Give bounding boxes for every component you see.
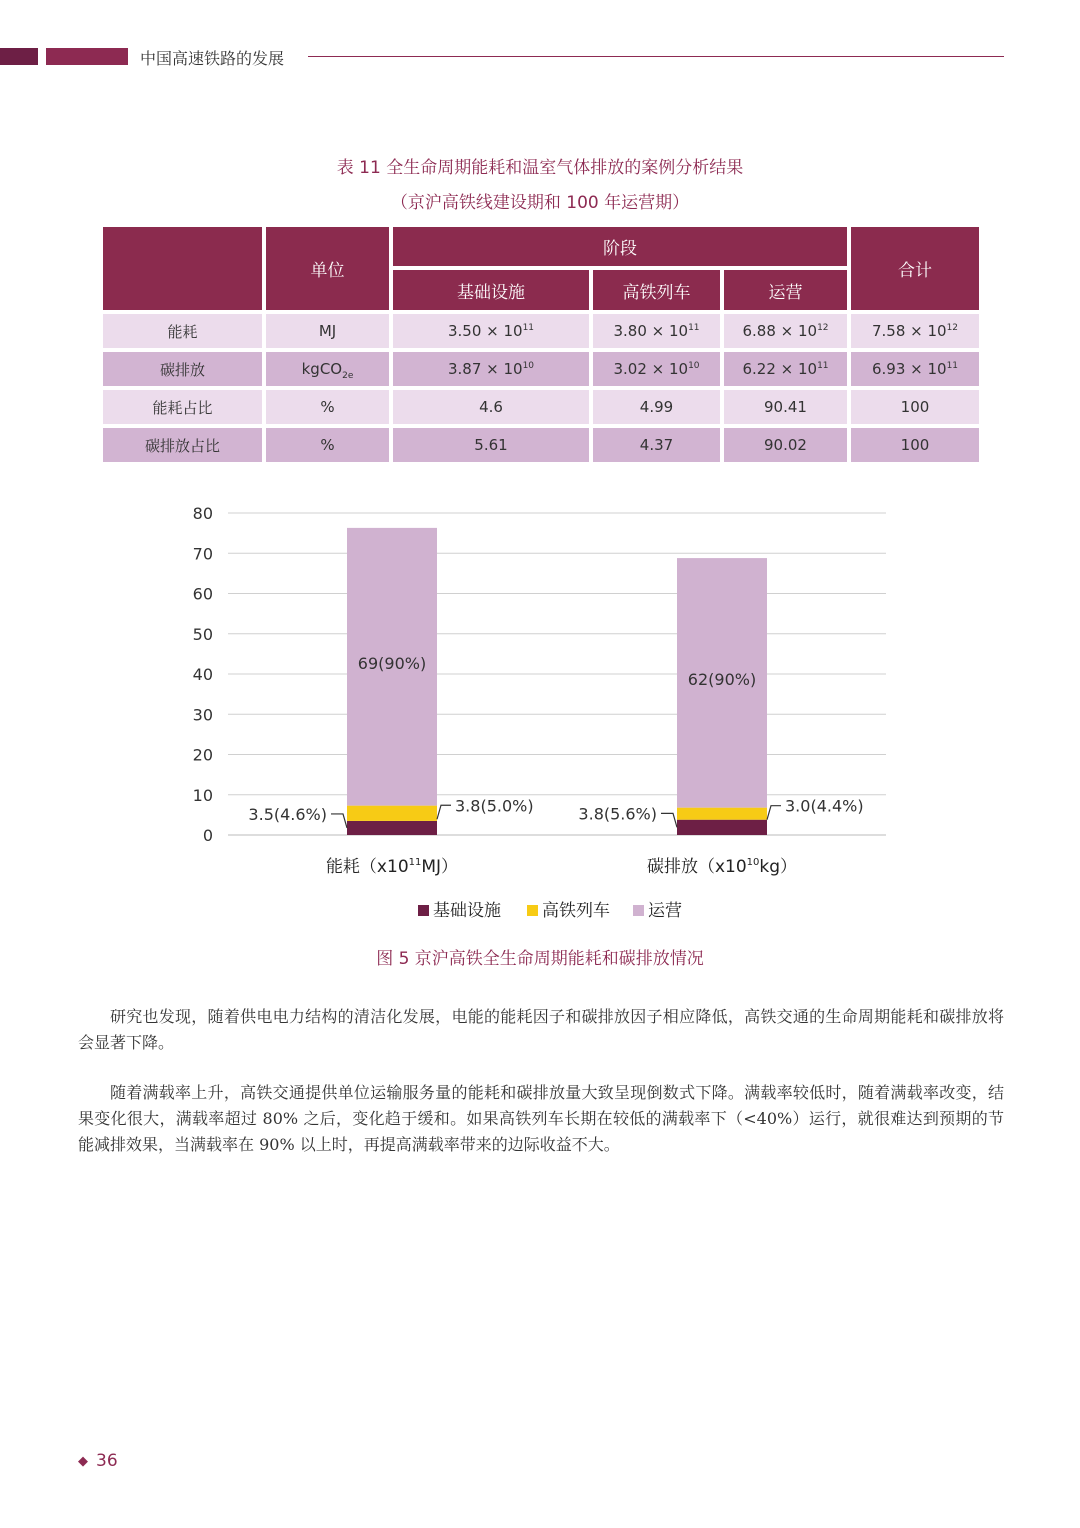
header-rule [308,56,1004,57]
data-label: 3.0(4.4%) [785,796,864,816]
cell-train: $3.80 \times 10^{11}$ [593,314,720,348]
data-label: 3.5(4.6%) [248,804,327,824]
data-label: 3.8(5.0%) [455,796,534,816]
header-infra: 基础设施 [393,270,589,310]
row-unit: kgCO$_{2e}$ [266,352,389,386]
cell-total: $6.93 \times 10^{11}$ [851,352,979,386]
legend-swatch [418,905,429,916]
y-tick-label: 50 [192,624,213,644]
header-unit: 单位 [266,227,389,310]
table-row [103,428,979,462]
data-label: 3.8(5.6%) [578,804,657,824]
table-subtitle: （京沪高铁线建设期和 100 年运营期） [390,193,690,213]
header-blank [103,227,262,310]
header-ops: 运营 [724,270,847,310]
cell-train: 4.99 [593,390,720,424]
page-number: 36 [96,1451,118,1471]
row-label: 能耗占比 [103,390,262,424]
header-title: 中国高速铁路的发展 [140,49,285,68]
figure-caption: 图 5 京沪高铁全生命周期能耗和碳排放情况 [376,949,704,969]
y-tick-label: 20 [192,745,213,765]
cell-infra: 4.6 [393,390,589,424]
row-unit: MJ [266,314,389,348]
bar-segment [347,821,437,835]
cell-ops: $6.22 \times 10^{11}$ [724,352,847,386]
paragraph: 随着满载率上升，高铁交通提供单位运输服务量的能耗和碳排放量大致呈现倒数式下降。满载率较低时，随着满载率改变，结果变化很大，满载率超过 80% 之后，变化趋于缓和。如果高铁列车长期在较低的满载率下（<40%）运行，就很难达到预期的节能减排效果，当满载率在 90% 以上时，再提高满载率带来的边际收益不大。 [78,1083,1004,1154]
bar-segment [347,806,437,821]
leader-line [661,813,677,827]
header-accent-bar [0,48,38,65]
cell-ops: 90.02 [724,428,847,462]
legend-label: 基础设施 [433,901,501,921]
category-label: 碳排放$(x10^{10}kg)$ [646,857,798,877]
leader-line [767,806,781,820]
cell-total: $7.58 \times 10^{12}$ [851,314,979,348]
table-row [103,314,979,348]
row-label: 碳排放占比 [103,428,262,462]
legend-swatch [527,905,538,916]
legend-label: 运营 [648,901,682,921]
y-tick-label: 40 [192,665,213,684]
y-tick-label: 60 [192,584,213,604]
y-tick-label: 30 [192,705,213,725]
category-label: 能耗$(x10^{11}MJ)$ [325,857,459,877]
row-unit: % [266,390,389,424]
header-accent-bar-2 [46,48,128,65]
data-label: 69(90%) [357,653,427,673]
bar-segment [677,808,767,820]
legend-label: 高铁列车 [542,901,610,921]
cell-total: 100 [851,428,979,462]
y-tick-label: 70 [192,544,213,564]
cell-ops: 90.41 [724,390,847,424]
table-title: 表 11 全生命周期能耗和温室气体排放的案例分析结果 [336,158,744,178]
y-tick-label: 80 [192,504,213,523]
leader-line [331,814,347,828]
row-label: 碳排放 [103,352,262,386]
paragraph: 研究也发现，随着供电电力结构的清洁化发展，电能的能耗因子和碳排放因子相应降低，高铁交通的生命周期能耗和碳排放将会显著下降。 [78,1007,1004,1052]
results-table [99,223,983,466]
stacked-bar-chart [0,490,1080,940]
cell-train: $3.02 \times 10^{10}$ [593,352,720,386]
header-total: 合计 [851,227,979,310]
legend-swatch [633,905,644,916]
cell-train: 4.37 [593,428,720,462]
table-row [103,352,979,386]
leader-line [437,805,451,819]
row-label: 能耗 [103,314,262,348]
cell-ops: $6.88 \times 10^{12}$ [724,314,847,348]
diamond-icon: ◆ [78,1454,88,1469]
data-label: 62(90%) [687,669,757,689]
header-train: 高铁列车 [593,270,720,310]
header-stage: 阶段 [393,227,847,266]
cell-total: 100 [851,390,979,424]
cell-infra: $3.50 \times 10^{11}$ [393,314,589,348]
y-tick-label: 0 [202,826,213,845]
row-unit: % [266,428,389,462]
y-tick-label: 10 [192,785,213,805]
cell-infra: $3.87 \times 10^{10}$ [393,352,589,386]
cell-infra: 5.61 [393,428,589,462]
bar-segment [677,820,767,835]
table-row [103,390,979,424]
